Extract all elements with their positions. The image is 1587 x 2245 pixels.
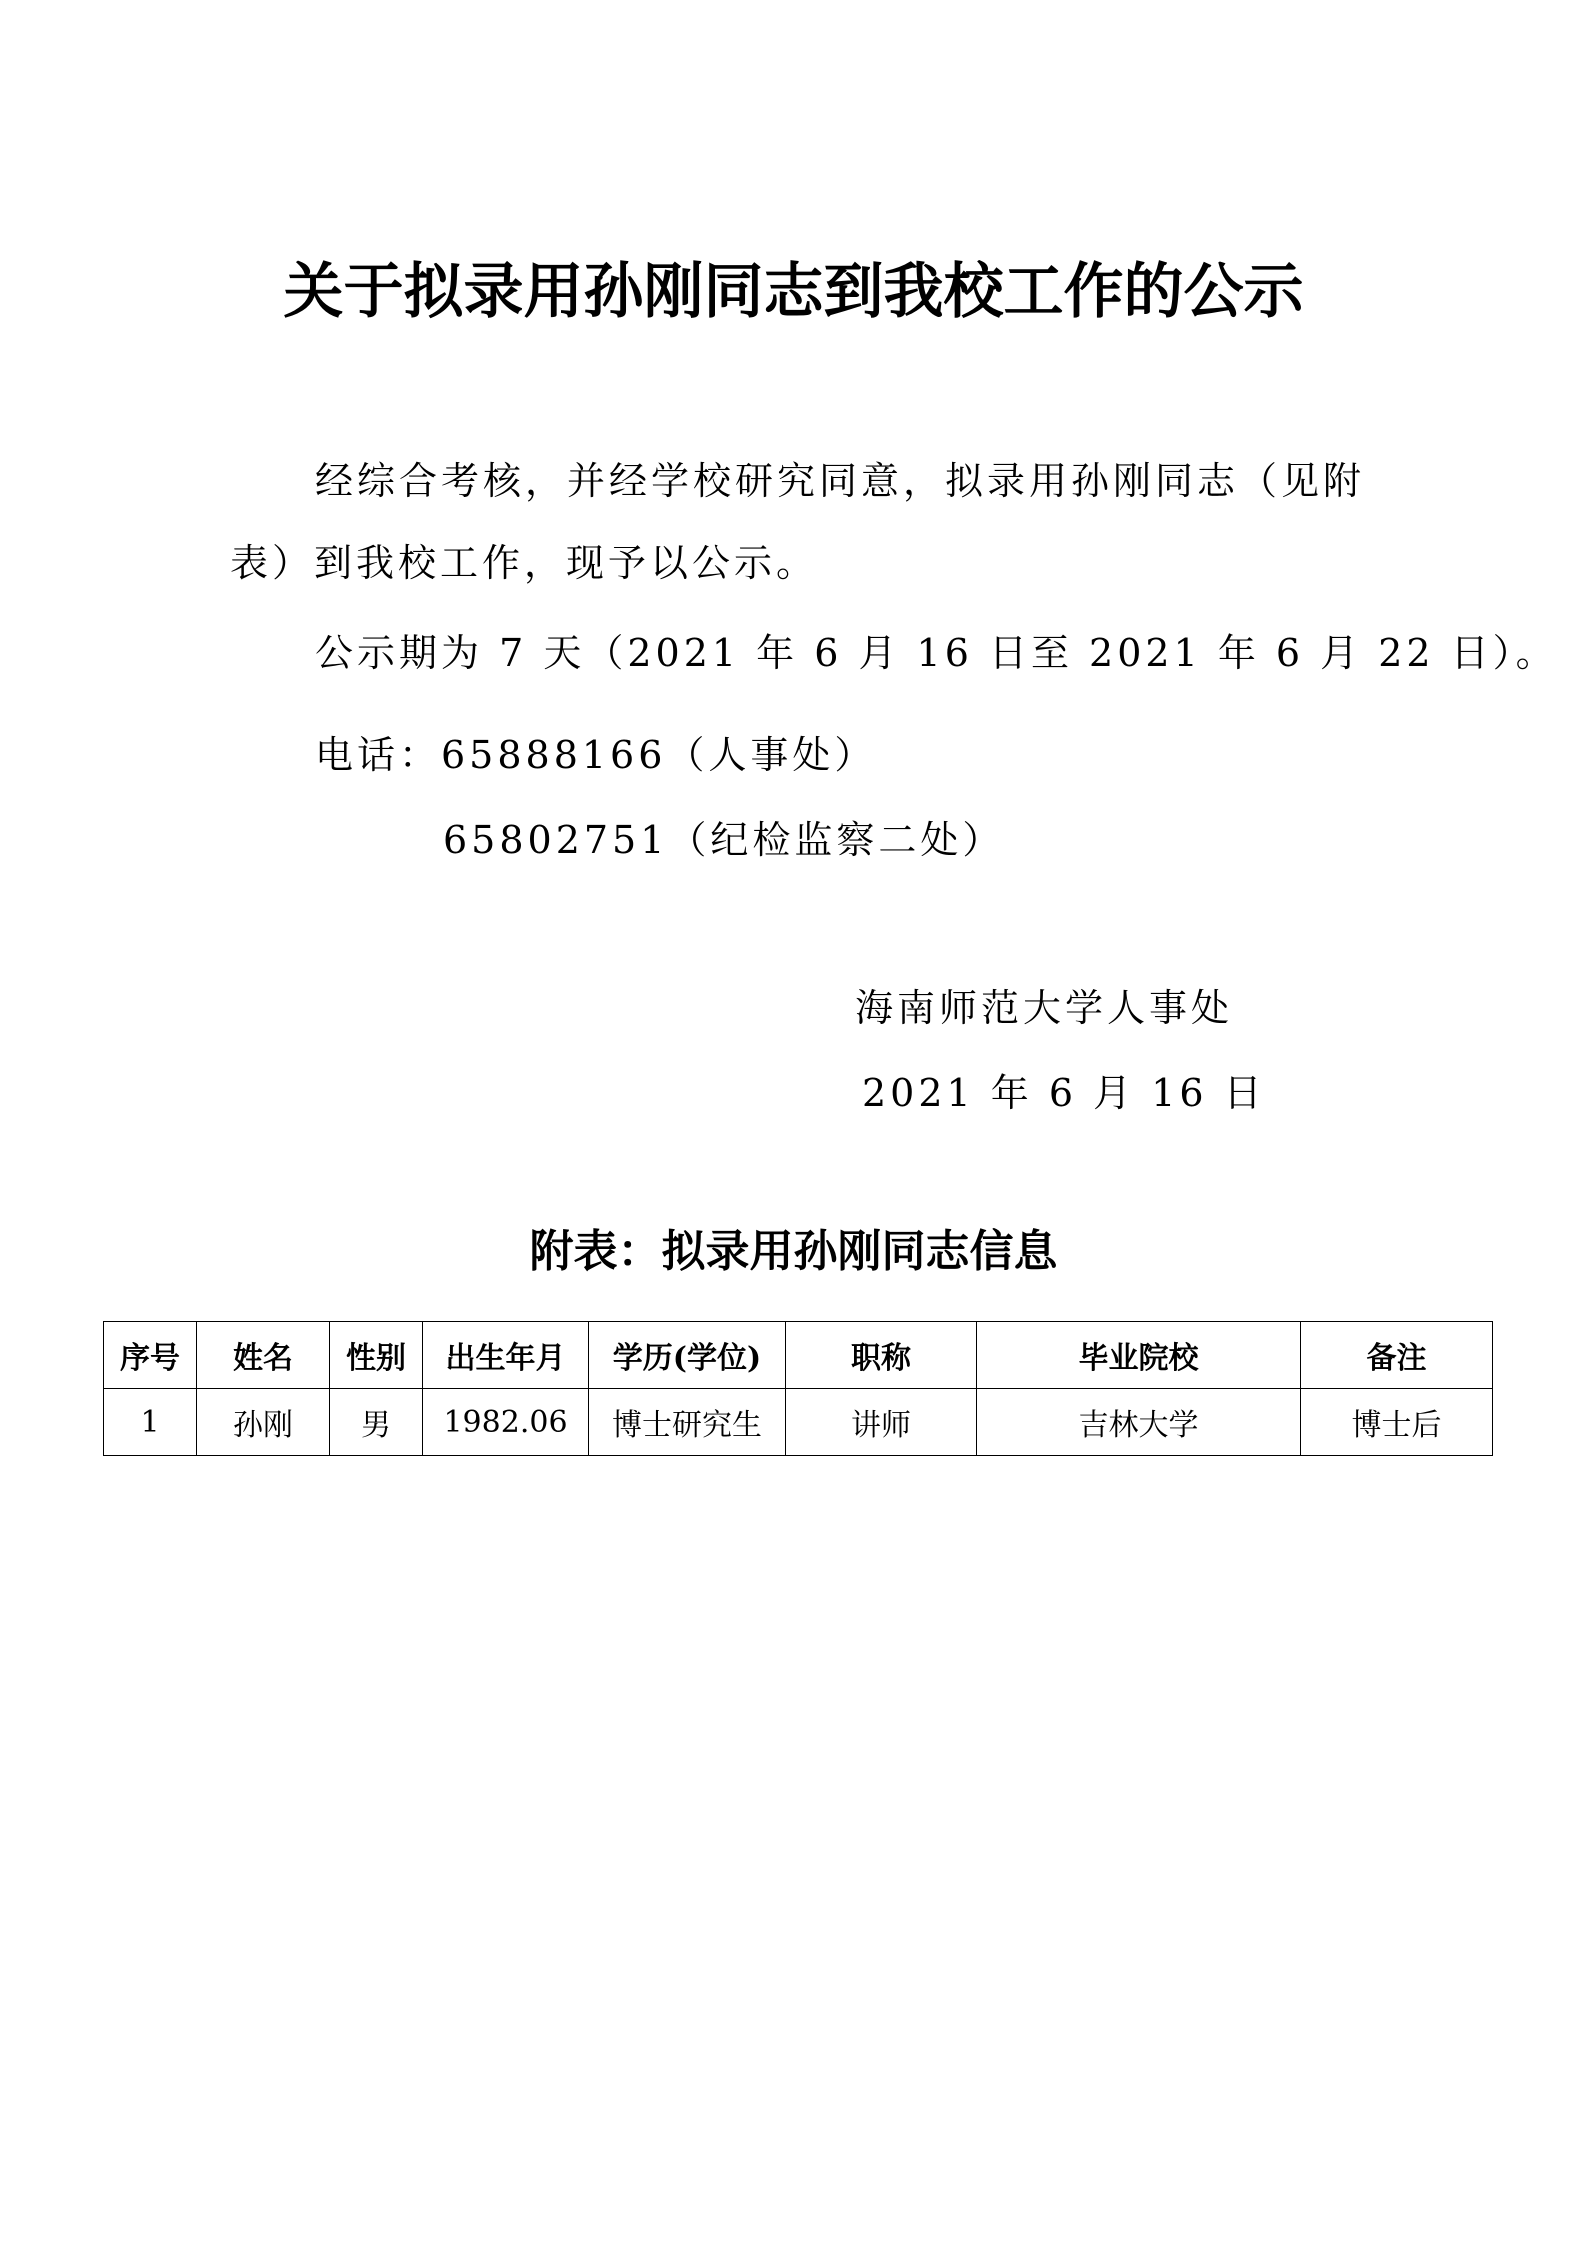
signature-date: 2021 年 6 月 16 日 bbox=[862, 1071, 1266, 1115]
contact-phone-discipline: 65802751（纪检监察二处） bbox=[443, 818, 1005, 862]
notice-paragraph-1: 经综合考核，并经学校研究同意，拟录用孙刚同志（见附表）到我校工作，现予以公示。 bbox=[230, 459, 1366, 585]
cell-gender: 男 bbox=[330, 1389, 423, 1456]
header-title: 职称 bbox=[786, 1322, 977, 1389]
cell-education: 博士研究生 bbox=[589, 1389, 786, 1456]
header-name: 姓名 bbox=[197, 1322, 330, 1389]
cell-school: 吉林大学 bbox=[977, 1389, 1301, 1456]
table-row bbox=[104, 1389, 1493, 1456]
header-education: 学历(学位) bbox=[589, 1322, 786, 1389]
header-gender: 性别 bbox=[330, 1322, 423, 1389]
table-header-row bbox=[104, 1322, 1493, 1389]
header-index: 序号 bbox=[104, 1322, 197, 1389]
header-birth: 出生年月 bbox=[423, 1322, 589, 1389]
cell-name: 孙刚 bbox=[197, 1389, 330, 1456]
cell-remark: 博士后 bbox=[1301, 1389, 1493, 1456]
contact-phone-personnel: 电话：65888166（人事处） bbox=[315, 733, 877, 777]
header-school: 毕业院校 bbox=[977, 1322, 1301, 1389]
cell-index: 1 bbox=[104, 1389, 197, 1456]
signature-organization: 海南师范大学人事处 bbox=[855, 986, 1234, 1030]
attachment-table-title: 附表：拟录用孙刚同志信息 bbox=[529, 1226, 1058, 1277]
cell-title: 讲师 bbox=[786, 1389, 977, 1456]
header-remark: 备注 bbox=[1301, 1322, 1493, 1389]
notice-period-paragraph: 公示期为 7 天（2021 年 6 月 16 日至 2021 年 6 月 22 日）。 bbox=[315, 631, 1558, 675]
candidate-info-table bbox=[103, 1321, 1493, 1456]
cell-birth: 1982.06 bbox=[423, 1389, 589, 1456]
notice-title: 关于拟录用孙刚同志到我校工作的公示 bbox=[283, 257, 1304, 327]
